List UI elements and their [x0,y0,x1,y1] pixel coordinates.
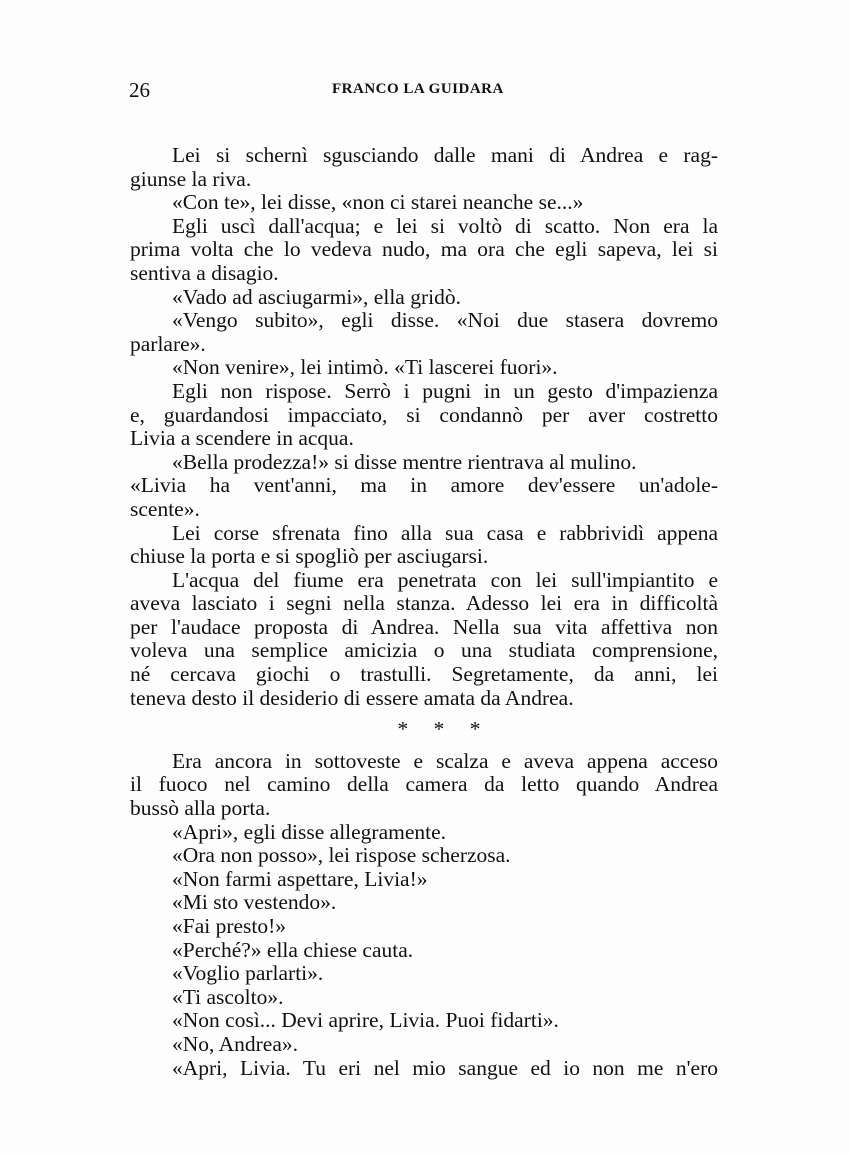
text-line: «Vado ad asciugarmi», ella gridò. [172,285,461,309]
text-line: aveva lasciato i segni nella stanza. Adesso lei era in difficoltà [130,592,718,616]
text-line: Egli uscì dall'acqua; e lei si voltò di scatto. Non era la [172,214,718,238]
text-line: e, guardandosi impacciato, si condannò per aver costretto [130,403,718,427]
text-line: Livia a scendere in acqua. [130,427,354,451]
text-line: «Non farmi aspettare, Livia!» [172,867,428,891]
text-line: scente». [130,497,200,521]
text-line: il fuoco nel camino della camera da letto quando Andrea [130,773,718,797]
text-line: per l'audace proposta di Andrea. Nella sua vita affettiva non [130,615,718,639]
text-line: bussò alla porta. [130,797,271,821]
running-head: FRANCO LA GUIDARA [332,81,504,97]
text-line: «Ora non posso», lei rispose scherzosa. [172,844,511,868]
text-line: «Mi sto vestendo». [172,891,337,915]
text-line: «Non così... Devi aprire, Livia. Puoi fidarti». [172,1009,559,1033]
text-line: «No, Andrea». [172,1032,298,1056]
text-line: «Apri, Livia. Tu eri nel mio sangue ed io non me n'ero [172,1056,718,1080]
text-line: «Perché?» ella chiese cauta. [172,938,414,962]
text-line: L'acqua del fiume era penetrata con lei sull'impiantito e [172,568,718,592]
text-line: chiuse la porta e si spogliò per asciugarsi. [130,545,489,569]
text-line: Egli non rispose. Serrò i pugni in un gesto d'impazienza [172,379,718,403]
text-line: «Ti ascolto». [172,985,284,1009]
text-line: voleva una semplice amicizia o una studiata comprensione, [130,639,718,663]
text-line: Lei si schernì sgusciando dalle mani di Andrea e rag- [172,144,718,167]
text-line: prima volta che lo vedeva nudo, ma ora che egli sapeva, lei si [130,238,718,262]
text-line: Lei corse sfrenata fino alla sua casa e rabbrividì appena [172,521,718,545]
text-line: «Vengo subito», egli disse. «Noi due stasera dovremo [172,309,718,333]
text-line: «Fai presto!» [172,915,287,938]
text-line: né cercava giochi o trastulli. Segretamente, da anni, lei [130,663,718,687]
page-number: 26 [129,78,150,102]
page-header [129,78,719,102]
text-line: giunse la riva. [130,167,252,191]
text-line: parlare». [130,332,206,356]
body-text [130,144,718,1080]
text-line: «Con te», lei disse, «non ci starei neanche se...» [172,191,584,215]
text-line: «Non venire», lei intimò. «Ti lascerei fuori». [172,356,558,380]
text-line: teneva desto il desiderio di essere amata da Andrea. [130,686,574,710]
text-line: Era ancora in sottoveste e scalza e aveva appena acceso [172,749,718,773]
text-line: «Apri», egli disse allegramente. [172,820,447,844]
text-line: «Livia ha vent'anni, ma in amore dev'essere un'adole- [130,474,718,498]
text-line: «Voglio parlarti». [172,962,324,986]
text-line: «Bella prodezza!» si disse mentre rientrava al mulino. [172,450,637,474]
section-separator: * * * [397,718,491,742]
text-line: sentiva a disagio. [130,261,279,285]
